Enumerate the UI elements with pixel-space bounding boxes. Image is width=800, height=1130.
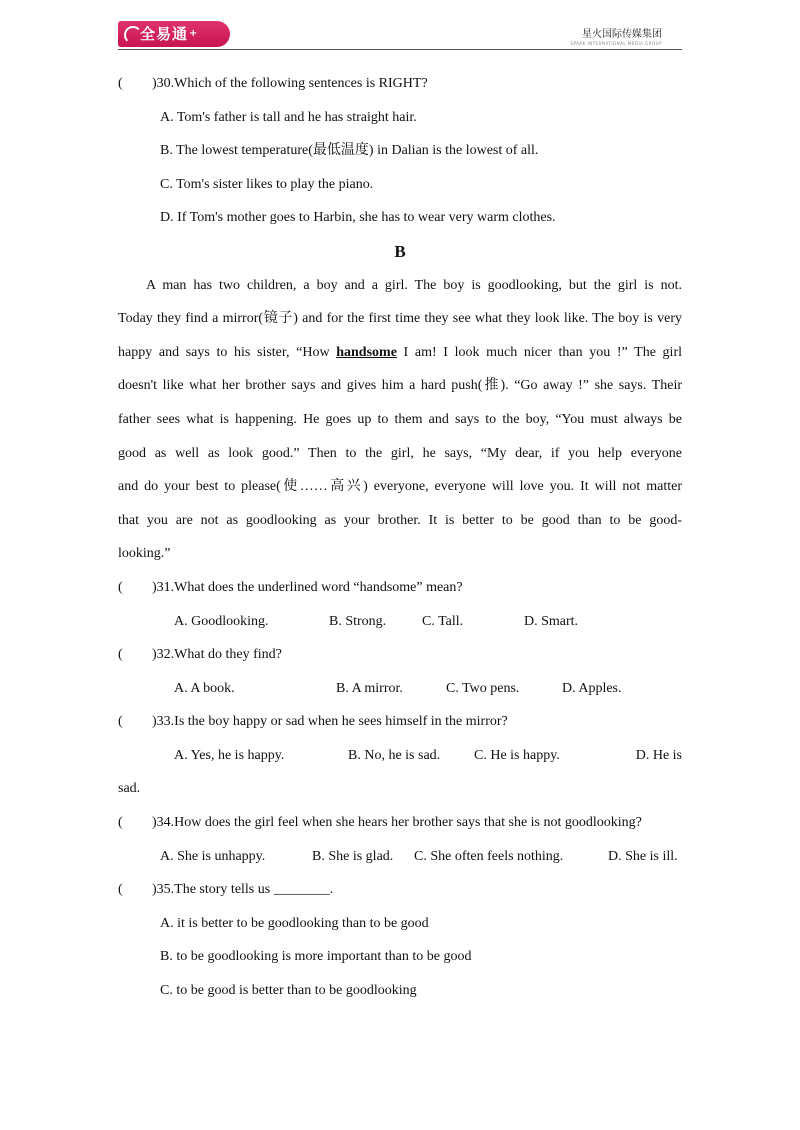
passage-line-8: that you are not as goodlooking as your brother. It is better to be good than to be good- xyxy=(118,512,682,528)
question-34 xyxy=(118,806,682,840)
q31-options xyxy=(118,605,682,639)
answer-blank: ( xyxy=(118,714,123,730)
question-stem: )32.What do they find? xyxy=(152,647,282,663)
q34-option-b: B. She is glad. xyxy=(312,848,394,864)
passage-line-4: doesn't like what her brother says and gives him a hard push(推). “Go away !” she says. Their xyxy=(118,378,682,394)
publisher-brand xyxy=(570,25,662,46)
brand-logo xyxy=(118,21,230,47)
passage-line-5: father sees what is happening. He goes up to them and says to the boy, “You must always be xyxy=(118,411,682,427)
question-30 xyxy=(118,67,682,101)
q31-option-d: D. Smart. xyxy=(524,613,579,629)
question-stem: )30.Which of the following sentences is RIGHT? xyxy=(152,76,428,91)
q34-option-a: A. She is unhappy. xyxy=(160,848,266,864)
passage-line-3 xyxy=(118,336,682,370)
question-stem: )34.How does the girl feel when she hears her brother says that she is not goodlooking? xyxy=(152,815,642,831)
passage-line-7: and do your best to please(使……高兴) everyone, everyone will love you. It will not matter xyxy=(118,479,682,495)
header-divider xyxy=(118,49,682,50)
passage-line-2: Today they find a mirror(镜子) and for the first time they see what they look like. The boy is very xyxy=(118,311,682,327)
q31-option-b: B. Strong. xyxy=(329,613,387,629)
answer-blank: ( xyxy=(118,882,123,898)
document-body xyxy=(118,67,682,1008)
q32-option-d: D. Apples. xyxy=(562,680,622,696)
passage-line-1: A man has two children, a boy and a girl. The boy is goodlooking, but the girl is not. xyxy=(146,277,682,293)
q33-option-a: A. Yes, he is happy. xyxy=(174,747,285,763)
answer-blank: ( xyxy=(118,579,123,595)
q31-option-c: C. Tall. xyxy=(422,613,464,629)
question-stem: )33.Is the boy happy or sad when he sees himself in the mirror? xyxy=(152,714,508,730)
publisher-name: 星火国际传媒集团 xyxy=(582,29,662,40)
question-32 xyxy=(118,638,682,672)
logo-swoosh-icon xyxy=(124,26,142,44)
question-stem: )35.The story tells us ________. xyxy=(152,882,334,898)
answer-blank: ( xyxy=(118,647,123,663)
q32-option-a: A. A book. xyxy=(174,680,235,696)
passage-line-9: looking.” xyxy=(118,546,171,562)
logo-star: + xyxy=(189,28,199,39)
page-header xyxy=(118,18,682,50)
question-33 xyxy=(118,705,682,739)
q35-option-c: C. to be good is better than to be goodlooking xyxy=(160,983,417,999)
question-stem: )31.What does the underlined word “handsome” mean? xyxy=(152,579,463,595)
q30-option-b: B. The lowest temperature(最低温度) in Dalian is the lowest of all. xyxy=(160,143,539,159)
q32-option-b: B. A mirror. xyxy=(336,680,403,696)
q32-option-c: C. Two pens. xyxy=(446,680,520,696)
q33-option-d: D. He is xyxy=(635,747,682,763)
q35-option-b: B. to be goodlooking is more important than to be good xyxy=(160,949,472,965)
q33-option-b: B. No, he is sad. xyxy=(348,747,441,763)
q30-option-d: D. If Tom's mother goes to Harbin, she has to wear very warm clothes. xyxy=(160,210,556,226)
q34-options xyxy=(118,840,682,874)
logo-text: 全易通 xyxy=(140,25,189,43)
question-35 xyxy=(118,873,682,907)
underlined-word: handsome xyxy=(336,344,397,360)
answer-blank: ( xyxy=(118,76,123,91)
q33-option-c: C. He is happy. xyxy=(474,747,560,763)
answer-blank: ( xyxy=(118,815,123,831)
q32-options xyxy=(118,672,682,706)
passage-text: I am! I look much nicer than you !” The girl xyxy=(396,344,682,360)
q31-option-a: A. Goodlooking. xyxy=(174,613,269,629)
q35-option-a: A. it is better to be goodlooking than to be good xyxy=(160,915,429,931)
q34-option-d: D. She is ill. xyxy=(608,848,678,864)
q34-option-c: C. She often feels nothing. xyxy=(414,848,564,864)
question-31 xyxy=(118,571,682,605)
q33-option-d-wrap: sad. xyxy=(118,781,141,797)
q33-options xyxy=(118,739,682,773)
passage-text: happy and says to his sister, “How xyxy=(118,344,337,360)
q30-option-a: A. Tom's father is tall and he has straight hair. xyxy=(160,109,417,125)
passage-line-6: good as well as look good.” Then to the girl, he says, “My dear, if you help everyone xyxy=(118,445,682,461)
section-title: B xyxy=(394,241,406,261)
publisher-subtitle: SPARK INTERNATIONAL MEDIA GROUP xyxy=(570,41,662,46)
q30-option-c: C. Tom's sister likes to play the piano. xyxy=(160,176,374,192)
